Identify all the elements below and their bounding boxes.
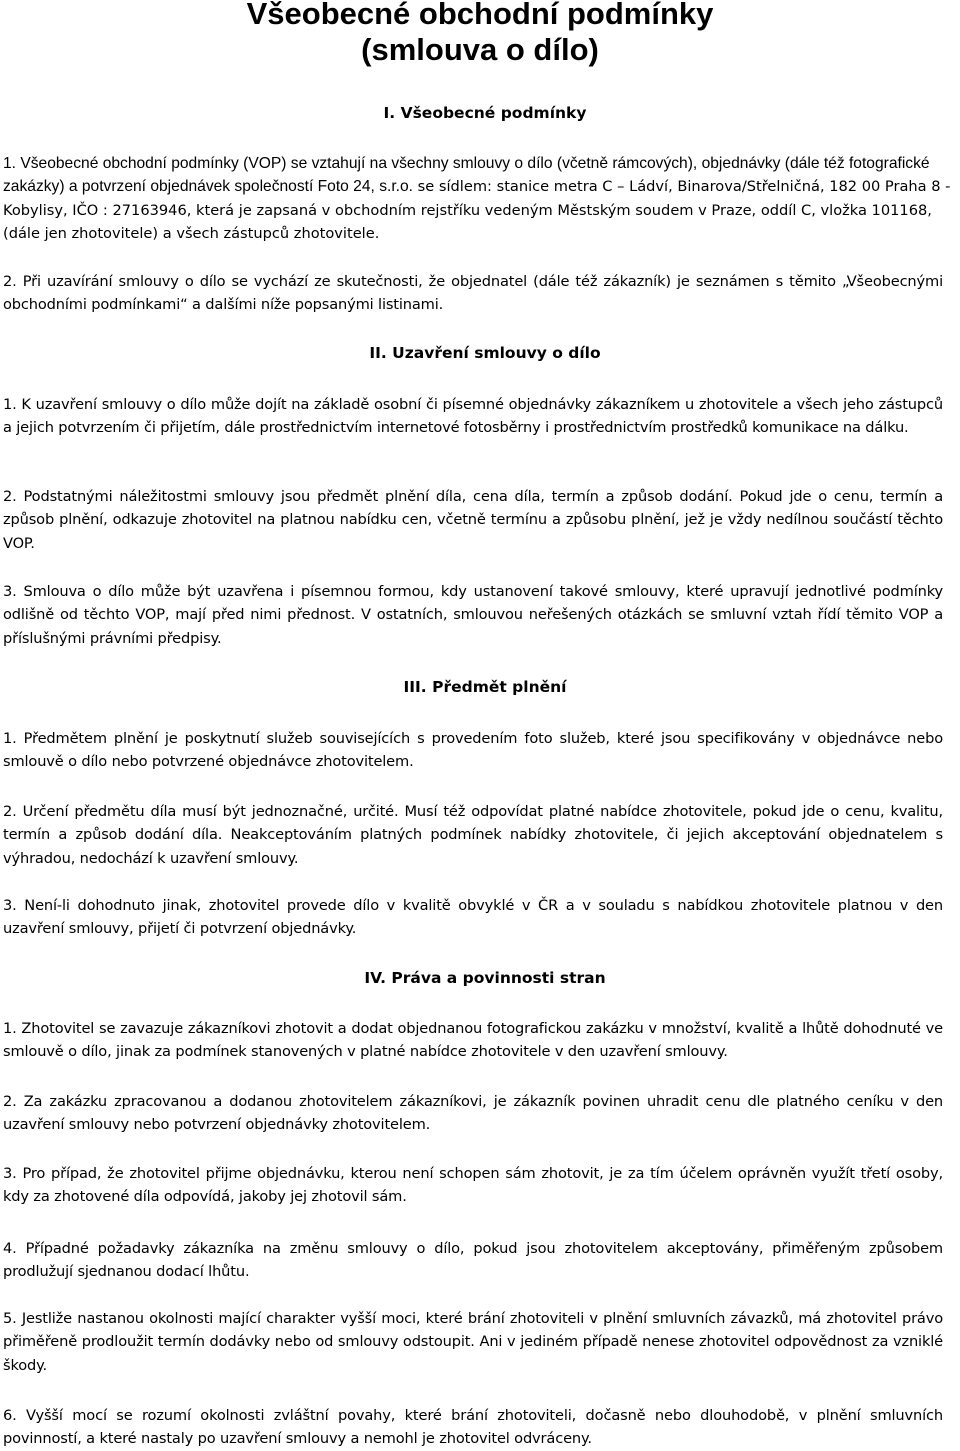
- section-4-paragraph-4: 4. Případné požadavky zákazníka na změnu smlouvy o dílo, pokud jsou zhotovitelem akceptovány, přiměřeným způsobem prodlužují sjednanou dodací lhůtu.: [3, 1240, 943, 1281]
- section-1-paragraph-1: [3, 152, 953, 245]
- document-title-line2: (smlouva o dílo): [361, 32, 599, 67]
- section-1-paragraph-1-lead: 1. Všeobecné obchodní podmínky (VOP) se vztahují na všechny smlouvy o dílo (včetně rámcových), objednávky (dále též fotografické zakázky) a potvrzení objednávek společností Foto 24, s.r.o.: [3, 155, 930, 196]
- document-title-line1: Všeobecné obchodní podmínky: [246, 0, 714, 31]
- section-3-paragraph-3: 3. Není-li dohodnuto jinak, zhotovitel provede dílo v kvalitě obvyklé v ČR a v souladu s nabídkou zhotovitele platnou v den uzavření smlouvy, přijetí či potvrzení objednávky.: [3, 897, 943, 938]
- section-2-paragraph-1: 1. K uzavření smlouvy o dílo může dojít na základě osobní či písemné objednávky zákazníkem u zhotovitele a všech jeho zástupců a jejich potvrzením či přijetím, dále prostřednictvím internetové fotosběrny i prostřednictvím prostředků komunikace na dálku.: [3, 396, 943, 437]
- section-heading-1: I. Všeobecné podmínky: [383, 104, 587, 122]
- section-4-paragraph-6: 6. Vyšší mocí se rozumí okolnosti zvláštní povahy, které brání zhotoviteli, dočasně nebo dlouhodobě, v plnění smluvních povinností, a které nastaly po uzavření smlouvy a nemohl je zhotovitel odvráceny.: [3, 1407, 943, 1448]
- document-title: [0, 0, 960, 68]
- section-3-paragraph-1: 1. Předmětem plnění je poskytnutí služeb souvisejících s provedením foto služeb, které jsou specifikovány v objednávce nebo smlouvě o dílo nebo potvrzené objednávce zhotovitelem.: [3, 730, 943, 771]
- section-2-paragraph-3: 3. Smlouva o dílo může být uzavřena i písemnou formou, kdy ustanovení takové smlouvy, které upravují jednotlivé podmínky odlišně od těchto VOP, mají před nimi přednost. V ostatních, smlouvou neřešených otázkách se smluvní vztah řídí těmito VOP a příslušnými právními předpisy.: [3, 583, 943, 647]
- section-3-paragraph-2: 2. Určení předmětu díla musí být jednoznačné, určité. Musí též odpovídat platné nabídce zhotovitele, pokud jde o cenu, kvalitu, termín a způsob dodání díla. Neakceptováním platných podmínek nabídky zhotovitele, či jejich akceptování objednatelem s výhradou, nedochází k uzavření smlouvy.: [3, 803, 943, 867]
- section-4-paragraph-1: 1. Zhotovitel se zavazuje zákazníkovi zhotovit a dodat objednanou fotografickou zakázku v množství, kvalitě a lhůtě dohodnuté ve smlouvě o dílo, jinak za podmínek stanovených v platné nabídce zhotovitele v den uzavření smlouvy.: [3, 1020, 943, 1061]
- section-4-paragraph-3: 3. Pro případ, že zhotovitel přijme objednávku, kterou není schopen sám zhotovit, je za tím účelem oprávněn využít třetí osoby, kdy za zhotovené díla odpovídá, jakoby jej zhotovil sám.: [3, 1165, 943, 1206]
- section-1-paragraph-2: 2. Při uzavírání smlouvy o dílo se vychází ze skutečnosti, že objednatel (dále též zákazník) je seznámen s těmito „Všeobecnými obchodními podmínkami“ a dalšími níže popsanými listinami.: [3, 273, 943, 314]
- section-heading-4: IV. Práva a povinnosti stran: [364, 969, 606, 987]
- section-4-paragraph-2: 2. Za zakázku zpracovanou a dodanou zhotovitelem zákazníkovi, je zákazník povinen uhradit cenu dle platného ceníku v den uzavření smlouvy nebo potvrzení objednávky zhotovitelem.: [3, 1093, 943, 1134]
- section-2-paragraph-2: 2. Podstatnými náležitostmi smlouvy jsou předmět plnění díla, cena díla, termín a způsob dodání. Pokud jde o cenu, termín a způsob plnění, odkazuje zhotovitel na platnou nabídku cen, včetně termínu a způsobu plnění, jež je vždy nedílnou součástí těchto VOP.: [3, 488, 943, 552]
- section-heading-3: III. Předmět plnění: [403, 678, 567, 696]
- section-1-paragraph-1-rest: se sídlem: stanice metra C – Ládví, Binarova/Střelničná, 182 00 Praha 8 - Kobylisy, IČO : 27163946, která je zapsaná v obchodním rejstříku vedeným Městským soudem v Praze, oddíl C, vložka 101168, (dále jen zhotovitele) a všech zástupců zhotovitele.: [3, 178, 951, 242]
- section-heading-2: II. Uzavření smlouvy o dílo: [369, 344, 601, 362]
- section-4-paragraph-5: 5. Jestliže nastanou okolnosti mající charakter vyšší moci, které brání zhotoviteli v plnění smluvních závazků, má zhotovitel právo přiměřeně prodloužit termín dodávky nebo od smlouvy odstoupit. Ani v jediném případě nenese zhotovitel odpovědnost za vzniklé škody.: [3, 1310, 943, 1374]
